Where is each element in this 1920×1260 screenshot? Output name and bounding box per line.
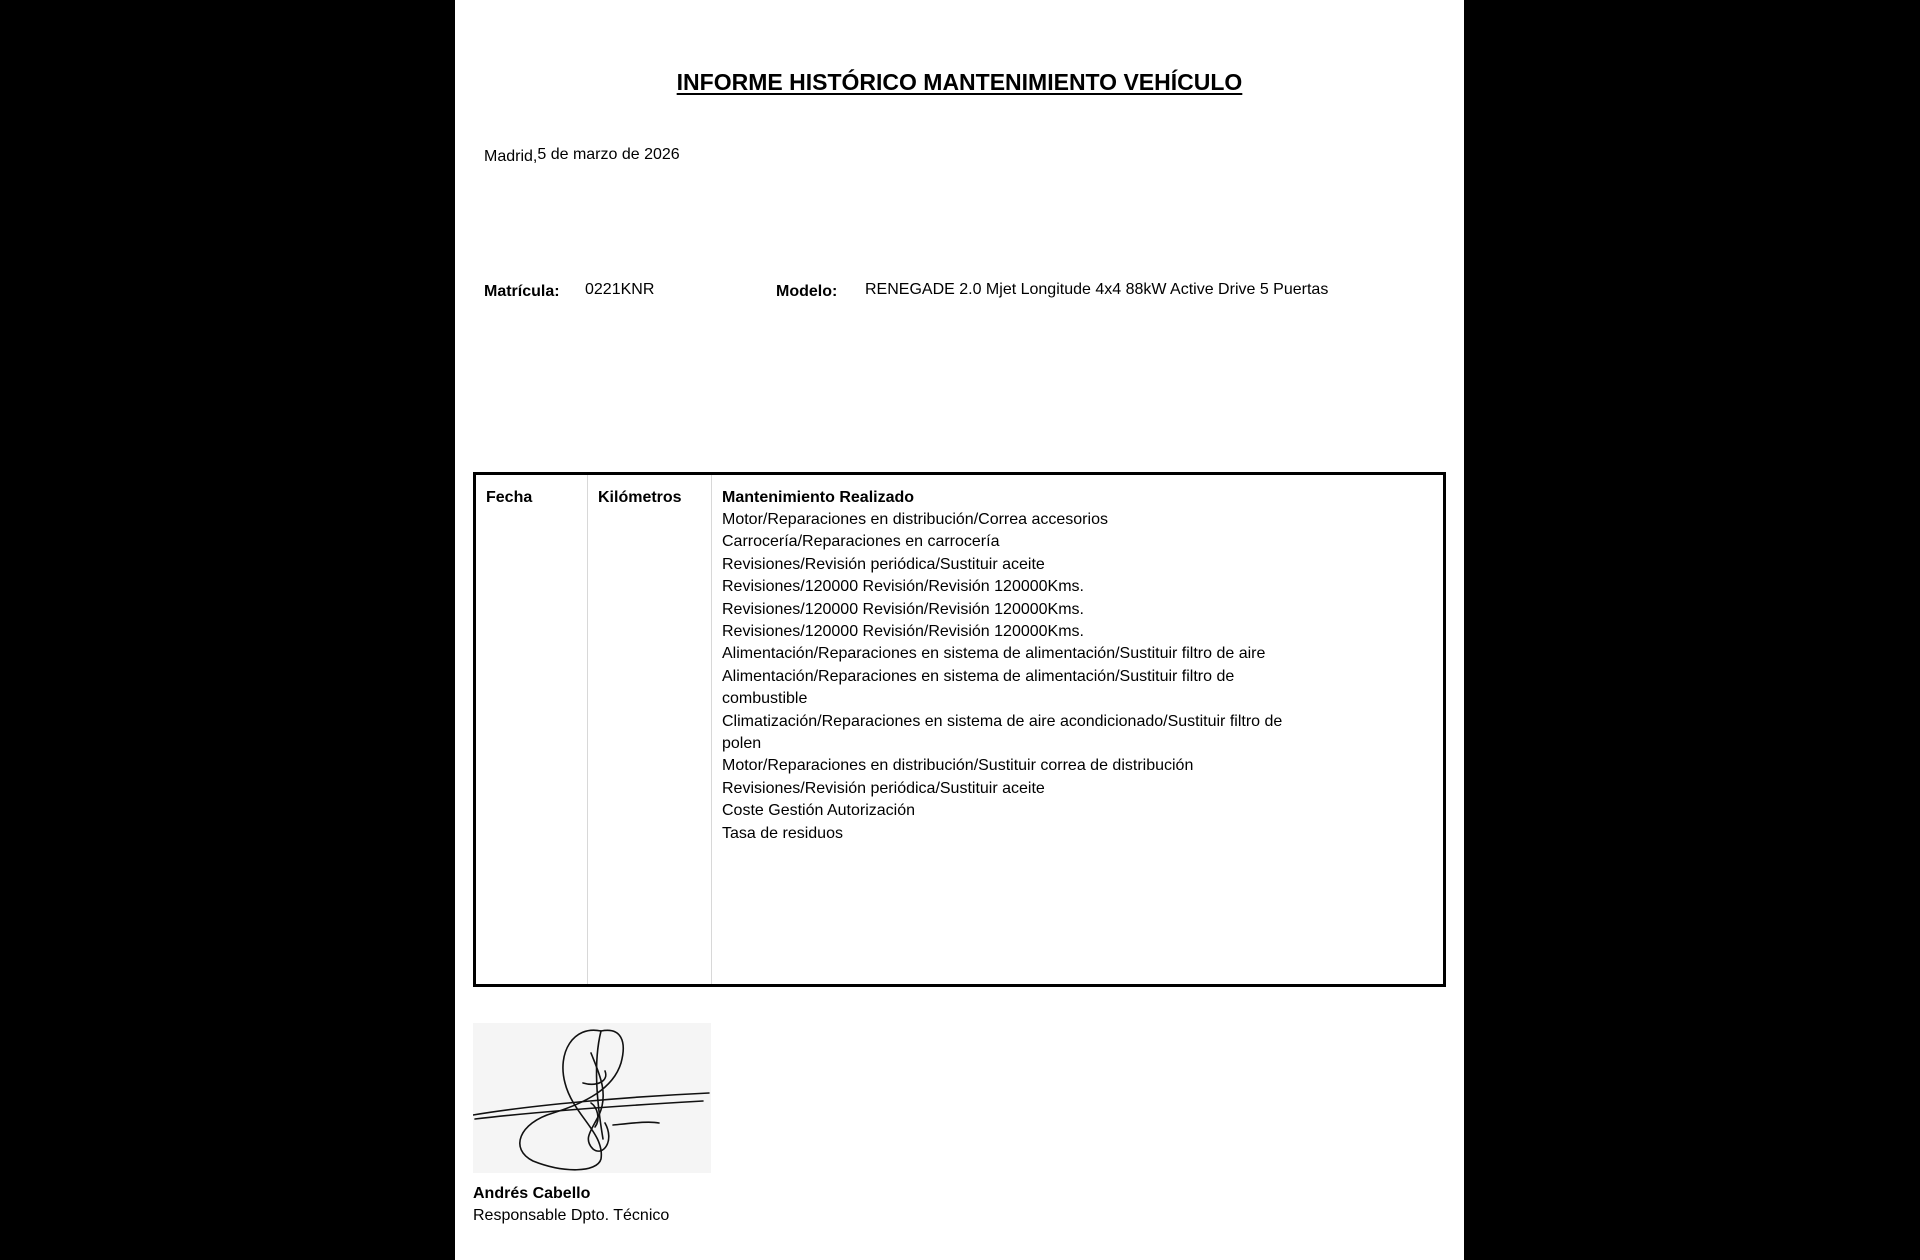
mantenimiento-header: Mantenimiento Realizado bbox=[722, 489, 915, 506]
dateline bbox=[484, 148, 680, 166]
signature-image bbox=[473, 1023, 711, 1173]
maintenance-table bbox=[473, 472, 1446, 987]
kilometros-column bbox=[588, 475, 712, 984]
model-value: RENEGADE 2.0 Mjet Longitude 4x4 88kW Active Drive 5 Puertas bbox=[865, 281, 1329, 298]
signer-role: Responsable Dpto. Técnico bbox=[473, 1207, 670, 1224]
list-item: Revisiones/Revisión periódica/Sustituir aceite bbox=[722, 555, 1045, 573]
list-item: Carrocería/Reparaciones en carrocería bbox=[722, 533, 1000, 551]
list-item: Alimentación/Reparaciones en sistema de alimentación/Sustituir filtro de aire bbox=[722, 645, 1266, 663]
list-item: Climatización/Reparaciones en sistema de aire acondicionado/Sustituir filtro de polen bbox=[722, 712, 1283, 753]
list-item: Revisiones/120000 Revisión/Revisión 120000Kms. bbox=[722, 578, 1084, 596]
list-item: Revisiones/Revisión periódica/Sustituir aceite bbox=[722, 779, 1045, 797]
document-page bbox=[455, 0, 1464, 1260]
fecha-column bbox=[476, 475, 588, 984]
place-label: Madrid, bbox=[484, 148, 538, 165]
list-item: Alimentación/Reparaciones en sistema de alimentación/Sustituir filtro de combustible bbox=[722, 667, 1235, 708]
list-item: Revisiones/120000 Revisión/Revisión 120000Kms. bbox=[722, 600, 1084, 618]
list-item: Tasa de residuos bbox=[722, 824, 843, 842]
maintenance-list bbox=[712, 509, 1322, 845]
kilometros-header: Kilómetros bbox=[598, 489, 682, 506]
list-item: Motor/Reparaciones en distribución/Correa accesorios bbox=[722, 511, 1108, 528]
list-item: Revisiones/120000 Revisión/Revisión 120000Kms. bbox=[722, 623, 1084, 641]
mantenimiento-column bbox=[712, 475, 1443, 984]
model-label: Modelo: bbox=[776, 283, 838, 300]
signature-scribble bbox=[473, 1023, 711, 1173]
plate-label: Matrícula: bbox=[484, 283, 560, 300]
list-item: Coste Gestión Autorización bbox=[722, 802, 915, 820]
document-title: INFORME HISTÓRICO MANTENIMIENTO VEHÍCULO bbox=[676, 69, 1243, 95]
plate-value: 0221KNR bbox=[585, 281, 655, 298]
list-item: Motor/Reparaciones en distribución/Sustituir correa de distribución bbox=[722, 757, 1194, 775]
document-date: 5 de marzo de 2026 bbox=[537, 146, 680, 163]
fecha-header: Fecha bbox=[486, 489, 533, 506]
signer-name: Andrés Cabello bbox=[473, 1185, 591, 1202]
